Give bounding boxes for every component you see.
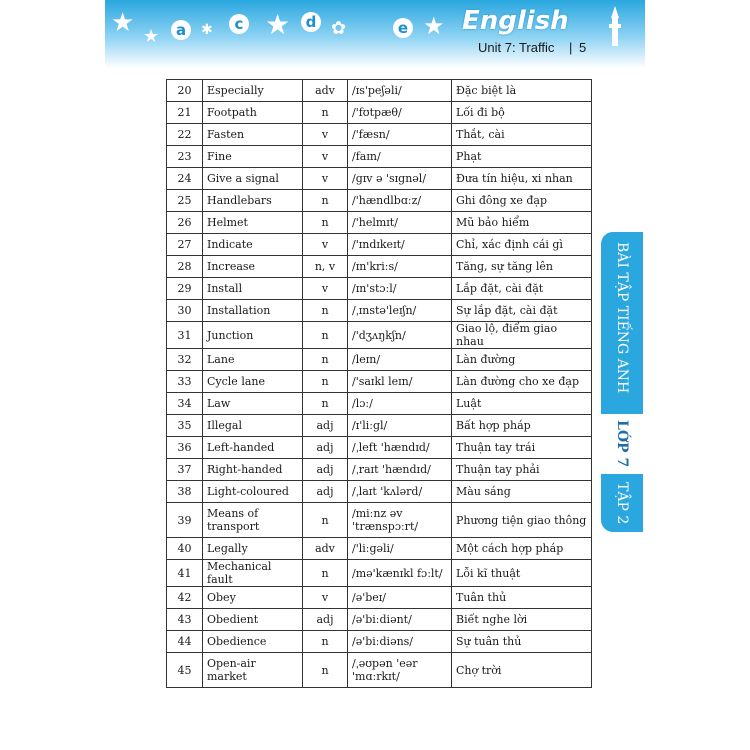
part-of-speech: adj: [303, 459, 348, 481]
part-of-speech: v: [303, 234, 348, 256]
letter-badge: a: [171, 20, 191, 40]
part-of-speech: v: [303, 168, 348, 190]
part-of-speech: n: [303, 300, 348, 322]
pronunciation: /'dʒʌŋkʃn/: [348, 322, 452, 349]
letter-badge: d: [301, 12, 321, 32]
english-word: Obedience: [203, 631, 303, 653]
pronunciation: /ɪn'kriːs/: [348, 256, 452, 278]
row-number: 37: [167, 459, 203, 481]
part-of-speech: adj: [303, 609, 348, 631]
part-of-speech: n: [303, 631, 348, 653]
english-word: Indicate: [203, 234, 303, 256]
pronunciation: /ˌəʊpən 'eər 'mɑːrkɪt/: [348, 653, 452, 688]
english-word: Installation: [203, 300, 303, 322]
vietnamese-meaning: Làn đường cho xe đạp: [452, 371, 592, 393]
vietnamese-meaning: Phạt: [452, 146, 592, 168]
english-word: Open-air market: [203, 653, 303, 688]
pronunciation: /ˌlaɪt 'kʌlərd/: [348, 481, 452, 503]
vietnamese-meaning: Chợ trời: [452, 653, 592, 688]
part-of-speech: v: [303, 146, 348, 168]
part-of-speech: n, v: [303, 256, 348, 278]
pronunciation: /miːnz əv 'trænspɔːrt/: [348, 503, 452, 538]
pronunciation: /'hændlbɑːz/: [348, 190, 452, 212]
pronunciation: /ɪn'stɔːl/: [348, 278, 452, 300]
vietnamese-meaning: Chỉ, xác định cái gì: [452, 234, 592, 256]
row-number: 40: [167, 538, 203, 560]
table-row: [167, 587, 592, 609]
star-icon: ★: [423, 12, 445, 40]
part-of-speech: n: [303, 190, 348, 212]
vietnamese-meaning: Bất hợp pháp: [452, 415, 592, 437]
part-of-speech: n: [303, 102, 348, 124]
vietnamese-meaning: Làn đường: [452, 349, 592, 371]
table-row: [167, 481, 592, 503]
table-row: [167, 560, 592, 587]
part-of-speech: adv: [303, 538, 348, 560]
pronunciation: /leɪn/: [348, 349, 452, 371]
row-number: 45: [167, 653, 203, 688]
table-row: [167, 212, 592, 234]
part-of-speech: n: [303, 503, 348, 538]
table-row: [167, 146, 592, 168]
row-number: 24: [167, 168, 203, 190]
vietnamese-meaning: Thuận tay trái: [452, 437, 592, 459]
table-row: [167, 393, 592, 415]
pronunciation: /lɔː/: [348, 393, 452, 415]
page-number: 5: [579, 40, 587, 55]
table-row: [167, 278, 592, 300]
table-row: [167, 349, 592, 371]
flower-icon: ✿: [331, 18, 347, 39]
pronunciation: /'ɪndɪkeɪt/: [348, 234, 452, 256]
english-word: Helmet: [203, 212, 303, 234]
english-word: Obey: [203, 587, 303, 609]
table-row: [167, 102, 592, 124]
english-word: Especially: [203, 80, 303, 102]
row-number: 41: [167, 560, 203, 587]
pronunciation: /ɪs'peʃəli/: [348, 80, 452, 102]
english-word: Junction: [203, 322, 303, 349]
part-of-speech: n: [303, 322, 348, 349]
star-icon: ★: [265, 8, 291, 41]
star-icon: ★: [111, 8, 135, 38]
vietnamese-meaning: Đưa tín hiệu, xi nhan: [452, 168, 592, 190]
part-of-speech: adj: [303, 415, 348, 437]
table-row: [167, 322, 592, 349]
vietnamese-meaning: Đặc biệt là: [452, 80, 592, 102]
vietnamese-meaning: Một cách hợp pháp: [452, 538, 592, 560]
english-word: Install: [203, 278, 303, 300]
vietnamese-meaning: Lỗi kĩ thuật: [452, 560, 592, 587]
table-row: [167, 80, 592, 102]
pronunciation: /ˌɪnstə'leɪʃn/: [348, 300, 452, 322]
vocabulary-table-body: [167, 80, 592, 688]
part-of-speech: v: [303, 587, 348, 609]
table-row: [167, 300, 592, 322]
vietnamese-meaning: Giao lộ, điểm giao nhau: [452, 322, 592, 349]
vietnamese-meaning: Thuận tay phải: [452, 459, 592, 481]
english-word: Light-coloured: [203, 481, 303, 503]
vietnamese-meaning: Màu sáng: [452, 481, 592, 503]
pronunciation: /ə'biːdiənt/: [348, 609, 452, 631]
volume-label: TẬP 2: [614, 481, 630, 525]
title-separator: |: [569, 40, 573, 55]
row-number: 25: [167, 190, 203, 212]
star-icon: ✱: [201, 22, 213, 38]
unit-title: Unit 7: Traffic: [478, 40, 555, 55]
part-of-speech: n: [303, 653, 348, 688]
table-row: [167, 437, 592, 459]
pronunciation: /'liːgəli/: [348, 538, 452, 560]
part-of-speech: n: [303, 349, 348, 371]
english-word: Obedient: [203, 609, 303, 631]
english-word: Give a signal: [203, 168, 303, 190]
english-word: Fine: [203, 146, 303, 168]
vocabulary-table: [166, 79, 592, 688]
table-row: [167, 653, 592, 688]
row-number: 26: [167, 212, 203, 234]
vietnamese-meaning: Tăng, sự tăng lên: [452, 256, 592, 278]
vietnamese-meaning: Lắp đặt, cài đặt: [452, 278, 592, 300]
pronunciation: /mə'kænɪkl fɔːlt/: [348, 560, 452, 587]
english-word: Cycle lane: [203, 371, 303, 393]
part-of-speech: n: [303, 560, 348, 587]
part-of-speech: n: [303, 212, 348, 234]
table-row: [167, 168, 592, 190]
part-of-speech: v: [303, 278, 348, 300]
part-of-speech: adv: [303, 80, 348, 102]
english-word: Left-handed: [203, 437, 303, 459]
letter-badge: c: [229, 14, 249, 34]
row-number: 31: [167, 322, 203, 349]
english-word: Illegal: [203, 415, 303, 437]
letter-badge: e: [393, 18, 413, 38]
row-number: 36: [167, 437, 203, 459]
row-number: 27: [167, 234, 203, 256]
table-row: [167, 609, 592, 631]
pronunciation: /'saɪkl leɪn/: [348, 371, 452, 393]
pronunciation: /ˌleft 'hændɪd/: [348, 437, 452, 459]
english-word: Right-handed: [203, 459, 303, 481]
vietnamese-meaning: Phương tiện giao thông: [452, 503, 592, 538]
english-word: Lane: [203, 349, 303, 371]
english-word: Increase: [203, 256, 303, 278]
vietnamese-meaning: Lối đi bộ: [452, 102, 592, 124]
grade-label: LỚP 7: [601, 414, 643, 474]
pronunciation: /'helmɪt/: [348, 212, 452, 234]
english-word: Handlebars: [203, 190, 303, 212]
english-word: Legally: [203, 538, 303, 560]
part-of-speech: v: [303, 124, 348, 146]
table-row: [167, 190, 592, 212]
row-number: 35: [167, 415, 203, 437]
row-number: 28: [167, 256, 203, 278]
vietnamese-meaning: Luật: [452, 393, 592, 415]
series-label: BÀI TẬP TIẾNG ANH: [614, 242, 630, 394]
part-of-speech: n: [303, 393, 348, 415]
row-number: 29: [167, 278, 203, 300]
pronunciation: /faɪn/: [348, 146, 452, 168]
table-row: [167, 371, 592, 393]
row-number: 23: [167, 146, 203, 168]
english-word: Mechanical fault: [203, 560, 303, 587]
page-header: [105, 0, 645, 68]
vietnamese-meaning: Tuân thủ: [452, 587, 592, 609]
vietnamese-meaning: Sự tuân thủ: [452, 631, 592, 653]
table-row: [167, 234, 592, 256]
table-row: [167, 256, 592, 278]
row-number: 43: [167, 609, 203, 631]
pronunciation: /ə'beɪ/: [348, 587, 452, 609]
part-of-speech: adj: [303, 437, 348, 459]
vietnamese-meaning: Mũ bảo hiểm: [452, 212, 592, 234]
tower-icon: [600, 6, 630, 46]
row-number: 33: [167, 371, 203, 393]
table-row: [167, 124, 592, 146]
pronunciation: /ə'biːdiəns/: [348, 631, 452, 653]
vietnamese-meaning: Biết nghe lời: [452, 609, 592, 631]
row-number: 30: [167, 300, 203, 322]
table-row: [167, 631, 592, 653]
side-tab: [601, 232, 643, 532]
vietnamese-meaning: Sự lắp đặt, cài đặt: [452, 300, 592, 322]
pronunciation: /ˌraɪt 'hændɪd/: [348, 459, 452, 481]
row-number: 44: [167, 631, 203, 653]
pronunciation: /'fʊtpæθ/: [348, 102, 452, 124]
row-number: 22: [167, 124, 203, 146]
row-number: 39: [167, 503, 203, 538]
pronunciation: /'fæsn/: [348, 124, 452, 146]
english-word: Fasten: [203, 124, 303, 146]
part-of-speech: n: [303, 371, 348, 393]
vietnamese-meaning: Ghi đông xe đạp: [452, 190, 592, 212]
table-row: [167, 415, 592, 437]
row-number: 20: [167, 80, 203, 102]
english-word: Law: [203, 393, 303, 415]
vietnamese-meaning: Thắt, cài: [452, 124, 592, 146]
part-of-speech: adj: [303, 481, 348, 503]
row-number: 42: [167, 587, 203, 609]
row-number: 34: [167, 393, 203, 415]
english-word: Footpath: [203, 102, 303, 124]
row-number: 32: [167, 349, 203, 371]
table-row: [167, 538, 592, 560]
english-word: Means of transport: [203, 503, 303, 538]
table-row: [167, 503, 592, 538]
table-row: [167, 459, 592, 481]
row-number: 38: [167, 481, 203, 503]
brand-logo: English: [462, 6, 569, 36]
star-icon: ★: [143, 26, 160, 47]
pronunciation: /ɪ'liːgl/: [348, 415, 452, 437]
pronunciation: /gɪv ə 'sɪgnəl/: [348, 168, 452, 190]
row-number: 21: [167, 102, 203, 124]
